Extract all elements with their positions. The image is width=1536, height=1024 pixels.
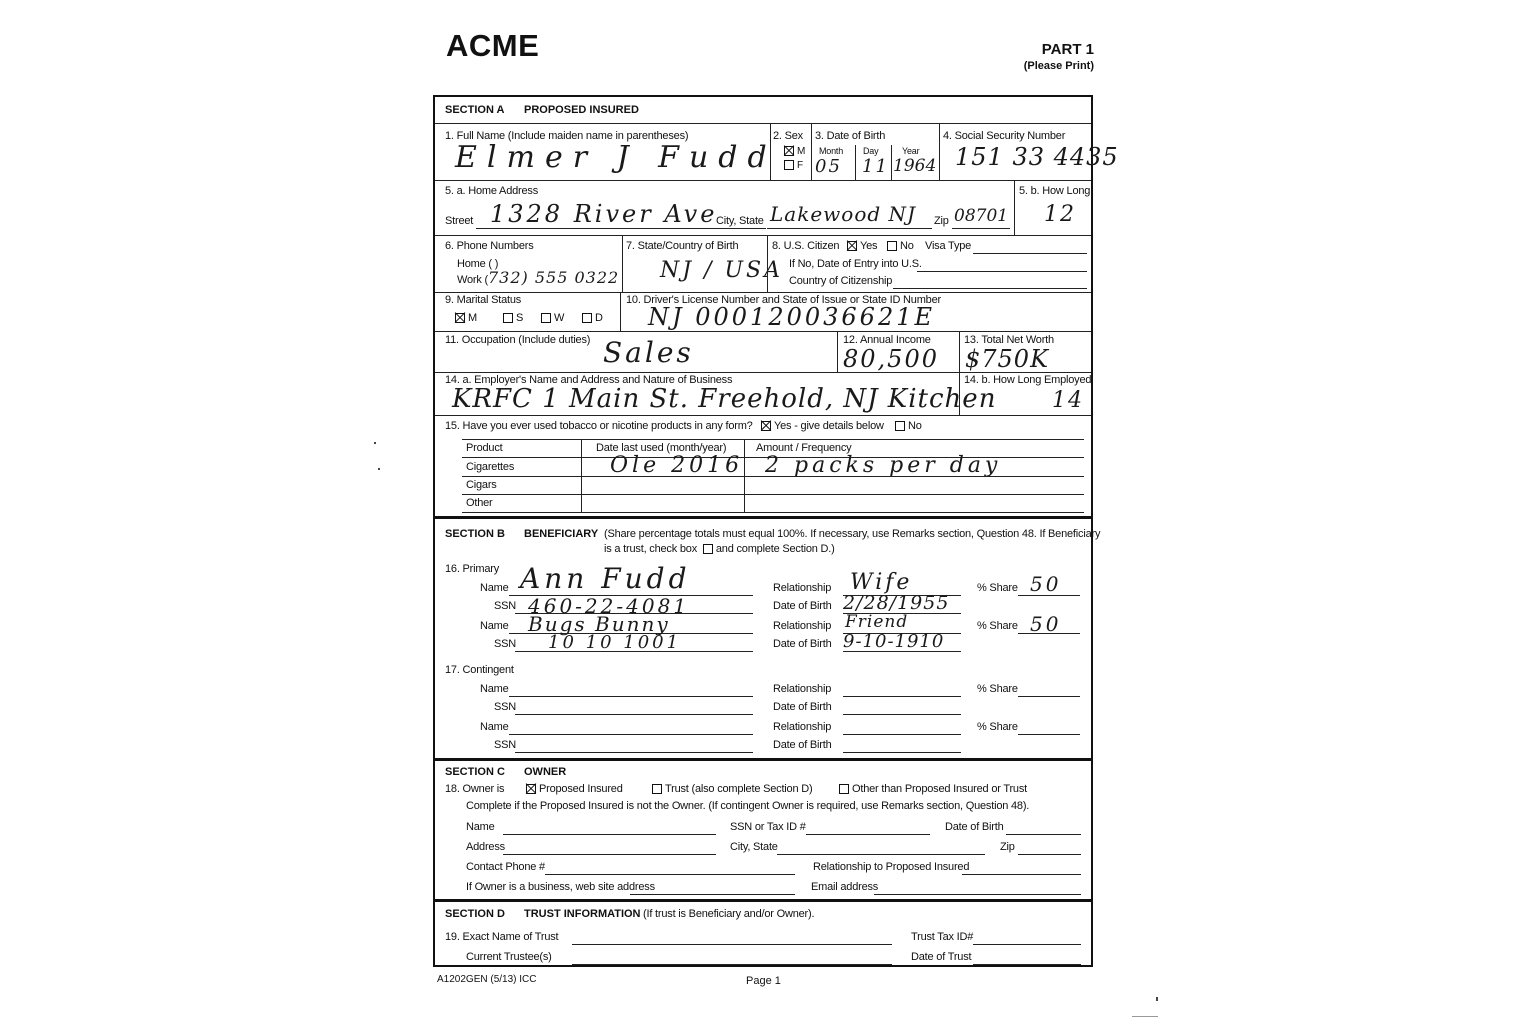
primary-2-ssn-value[interactable]: 10 10 1001 <box>548 632 682 653</box>
tobacco-no-option[interactable]: No <box>895 420 922 432</box>
birth-place-value[interactable]: NJ / USA <box>660 258 783 283</box>
primary-1-relationship-value[interactable]: Wife <box>850 570 913 595</box>
dob-month-label: Month <box>819 146 844 156</box>
owner-phone-label: Contact Phone # <box>466 861 545 873</box>
phone-label: 6. Phone Numbers <box>445 240 534 252</box>
primary-1-name-value[interactable]: Ann Fudd <box>520 562 691 595</box>
annual-income-value[interactable]: 80,500 <box>843 345 939 373</box>
how-long-employed-value[interactable]: 14 <box>1052 388 1084 413</box>
net-worth-label: 13. Total Net Worth <box>964 334 1054 346</box>
trust-date-label: Date of Trust <box>911 951 972 963</box>
owner-email-label: Email address <box>811 881 879 893</box>
contingent-label: 17. Contingent <box>445 664 514 676</box>
owner-city-state-label: City, State <box>730 841 778 853</box>
occupation-value[interactable]: Sales <box>603 336 694 369</box>
owner-relationship-label: Relationship to Proposed Insured <box>813 861 970 873</box>
citizen-yes-option[interactable]: Yes <box>847 240 877 252</box>
dob-day-value[interactable]: 11 <box>862 156 889 177</box>
contingent-2-dob-label: Date of Birth <box>773 739 832 751</box>
sex-label: 2. Sex <box>773 130 803 142</box>
tobacco-cigarettes-date[interactable]: Ole 2016 <box>610 453 744 478</box>
primary-1-name-label: Name <box>480 582 509 594</box>
how-long-value[interactable]: 12 <box>1044 202 1076 227</box>
license-label: 10. Driver's License Number and State of Issue or State ID Number <box>626 294 941 306</box>
tobacco-header-amount: Amount / Frequency <box>756 442 852 454</box>
primary-1-ssn-label: SSN <box>494 600 517 612</box>
section-b-subtitle: BENEFICIARY <box>524 528 599 540</box>
primary-2-ssn-label: SSN <box>494 638 517 650</box>
section-c-title: SECTION C <box>445 766 505 778</box>
annual-income-label: 12. Annual Income <box>843 334 931 346</box>
owner-website-label: If Owner is a business, web site address <box>466 881 655 893</box>
home-phone-label: Home ( ) <box>457 258 499 270</box>
marital-w-option[interactable]: W <box>541 312 564 324</box>
how-long-label: 5. b. How Long <box>1019 185 1091 197</box>
tobacco-row-cigars: Cigars <box>466 479 497 491</box>
marital-d-checkbox[interactable] <box>582 313 592 323</box>
dob-month-value[interactable]: 05 <box>815 156 842 177</box>
employer-value[interactable]: KRFC 1 Main St. Freehold, NJ Kitchen <box>452 384 997 414</box>
net-worth-value[interactable]: $750K <box>965 345 1050 373</box>
marital-d-option[interactable]: D <box>582 312 603 324</box>
form-code: A1202GEN (5/13) ICC <box>437 974 537 985</box>
full-name-label: 1. Full Name (Include maiden name in parentheses) <box>445 130 689 142</box>
primary-1-dob-label: Date of Birth <box>773 600 832 612</box>
sex-female-option[interactable]: F <box>784 160 803 171</box>
tobacco-question-label: 15. Have you ever used tobacco or nicotine products in any form? <box>445 420 753 432</box>
primary-2-share-label: % Share <box>977 620 1018 632</box>
city-state-value[interactable]: Lakewood NJ <box>770 202 917 226</box>
contingent-1-name-label: Name <box>480 683 509 695</box>
section-b-note: (Share percentage totals must equal 100%. If necessary, use Remarks section, Question 48. If Beneficiary <box>604 528 1101 540</box>
section-d-note: (If trust is Beneficiary and/or Owner). <box>643 908 815 920</box>
primary-2-relationship-value[interactable]: Friend <box>845 612 909 632</box>
work-phone-label: Work ( <box>457 274 488 286</box>
primary-1-share-label: % Share <box>977 582 1018 594</box>
contingent-2-relationship-label: Relationship <box>773 721 832 733</box>
owner-other-checkbox[interactable] <box>839 784 849 794</box>
owner-proposed-insured-checkbox[interactable] <box>526 784 536 794</box>
dob-label: 3. Date of Birth <box>815 130 886 142</box>
trust-tax-label: Trust Tax ID# <box>911 931 974 943</box>
entry-date-label: If No, Date of Entry into U.S. <box>789 258 922 270</box>
tobacco-cigarettes-amount[interactable]: 2 packs per day <box>765 453 1002 478</box>
license-value[interactable]: NJ 000120036621E <box>648 303 936 331</box>
please-print-note: (Please Print) <box>1023 60 1094 72</box>
owner-ssn-label: SSN or Tax ID # <box>730 821 806 833</box>
section-b-note-trust: is a trust, check box and complete Section D.) <box>604 543 835 555</box>
city-state-label: City, State <box>716 215 764 227</box>
contingent-1-ssn-label: SSN <box>494 701 517 713</box>
primary-2-name-value[interactable]: Bugs Bunny <box>528 612 670 636</box>
page-number: Page 1 <box>746 975 781 987</box>
zip-value[interactable]: 08701 <box>954 206 1009 226</box>
owner-dob-label: Date of Birth <box>945 821 1004 833</box>
visa-type-label: Visa Type <box>925 240 972 252</box>
sex-female-checkbox[interactable] <box>784 160 794 170</box>
dob-day-label: Day <box>863 146 879 156</box>
marital-w-checkbox[interactable] <box>541 313 551 323</box>
sex-male-checkbox[interactable] <box>784 146 794 156</box>
contingent-2-share-label: % Share <box>977 721 1018 733</box>
primary-1-dob-value[interactable]: 2/28/1955 <box>843 592 950 614</box>
owner-other-option[interactable]: Other than Proposed Insured or Trust <box>839 783 1027 795</box>
sex-male-option[interactable]: M <box>784 146 805 157</box>
owner-note: Complete if the Proposed Insured is not the Owner. (If contingent Owner is required, use Remarks section, Question 48). <box>466 800 1030 812</box>
part-title: PART 1 <box>1041 41 1094 58</box>
brand-logo: ACME <box>446 28 540 63</box>
owner-trust-checkbox[interactable] <box>652 784 662 794</box>
section-a-title: SECTION A <box>445 104 505 116</box>
marital-s-option[interactable]: S <box>503 312 523 324</box>
street-label: Street <box>445 215 474 227</box>
tobacco-row-cigarettes: Cigarettes <box>466 461 515 473</box>
tobacco-yes-checkbox[interactable] <box>761 421 771 431</box>
marital-s-checkbox[interactable] <box>503 313 513 323</box>
dob-year-value[interactable]: 1964 <box>893 156 937 176</box>
marital-m-checkbox[interactable] <box>455 313 465 323</box>
owner-proposed-insured-option[interactable]: Proposed Insured <box>526 783 623 795</box>
street-value[interactable]: 1328 River Ave <box>490 200 718 228</box>
owner-zip-label: Zip <box>1000 841 1015 853</box>
primary-1-relationship-label: Relationship <box>773 582 832 594</box>
citizen-no-checkbox[interactable] <box>887 241 897 251</box>
owner-name-label: Name <box>466 821 495 833</box>
primary-2-name-label: Name <box>480 620 509 632</box>
tobacco-no-checkbox[interactable] <box>895 421 905 431</box>
birth-place-label: 7. State/Country of Birth <box>626 240 739 252</box>
occupation-label: 11. Occupation (Include duties) <box>445 334 591 346</box>
work-phone-value[interactable]: 732) 555 0322 <box>488 268 620 287</box>
citizen-label: 8. U.S. Citizen <box>772 240 840 252</box>
primary-2-share-value[interactable]: 50 <box>1030 612 1062 636</box>
primary-2-relationship-label: Relationship <box>773 620 832 632</box>
primary-2-dob-label: Date of Birth <box>773 638 832 650</box>
citizenship-label: Country of Citizenship <box>789 275 893 287</box>
primary-1-ssn-value[interactable]: 460-22-4081 <box>528 594 690 618</box>
marital-m-option[interactable]: M <box>455 312 477 324</box>
contingent-1-share-label: % Share <box>977 683 1018 695</box>
section-c-subtitle: OWNER <box>524 766 567 778</box>
citizen-no-option[interactable]: No <box>887 240 914 252</box>
primary-2-dob-value[interactable]: 9-10-1910 <box>843 631 945 652</box>
marital-status-label: 9. Marital Status <box>445 294 522 306</box>
tobacco-yes-option[interactable]: Yes - give details below <box>761 420 884 432</box>
trustee-label: Current Trustee(s) <box>466 951 552 963</box>
contingent-1-relationship-label: Relationship <box>773 683 832 695</box>
owner-trust-option[interactable]: Trust (also complete Section D) <box>652 783 812 795</box>
owner-is-label: 18. Owner is <box>445 783 505 795</box>
primary-1-share-value[interactable]: 50 <box>1030 572 1062 596</box>
owner-address-label: Address <box>466 841 505 853</box>
ssn-value[interactable]: 151 33 4435 <box>955 143 1119 171</box>
dob-year-label: Year <box>902 146 920 156</box>
beneficiary-trust-checkbox[interactable] <box>703 544 713 554</box>
ssn-label: 4. Social Security Number <box>943 130 1066 142</box>
how-long-employed-label: 14. b. How Long Employed <box>964 374 1092 386</box>
contingent-1-dob-label: Date of Birth <box>773 701 832 713</box>
zip-label: Zip <box>934 215 949 227</box>
contingent-2-name-label: Name <box>480 721 509 733</box>
citizen-yes-checkbox[interactable] <box>847 241 857 251</box>
employer-label: 14. a. Employer's Name and Address and Nature of Business <box>445 374 733 386</box>
section-b-title: SECTION B <box>445 528 505 540</box>
tobacco-row-other: Other <box>466 497 493 509</box>
tobacco-header-product: Product <box>466 442 503 454</box>
primary-label: 16. Primary <box>445 563 500 575</box>
full-name-value[interactable]: Elmer J Fudd <box>455 140 777 175</box>
contingent-2-ssn-label: SSN <box>494 739 517 751</box>
tobacco-header-date: Date last used (month/year) <box>596 442 727 454</box>
home-address-label: 5. a. Home Address <box>445 185 539 197</box>
section-d-subtitle: TRUST INFORMATION <box>524 908 641 920</box>
section-d-title: SECTION D <box>445 908 505 920</box>
section-a-subtitle: PROPOSED INSURED <box>524 104 639 116</box>
trust-name-label: 19. Exact Name of Trust <box>445 931 559 943</box>
